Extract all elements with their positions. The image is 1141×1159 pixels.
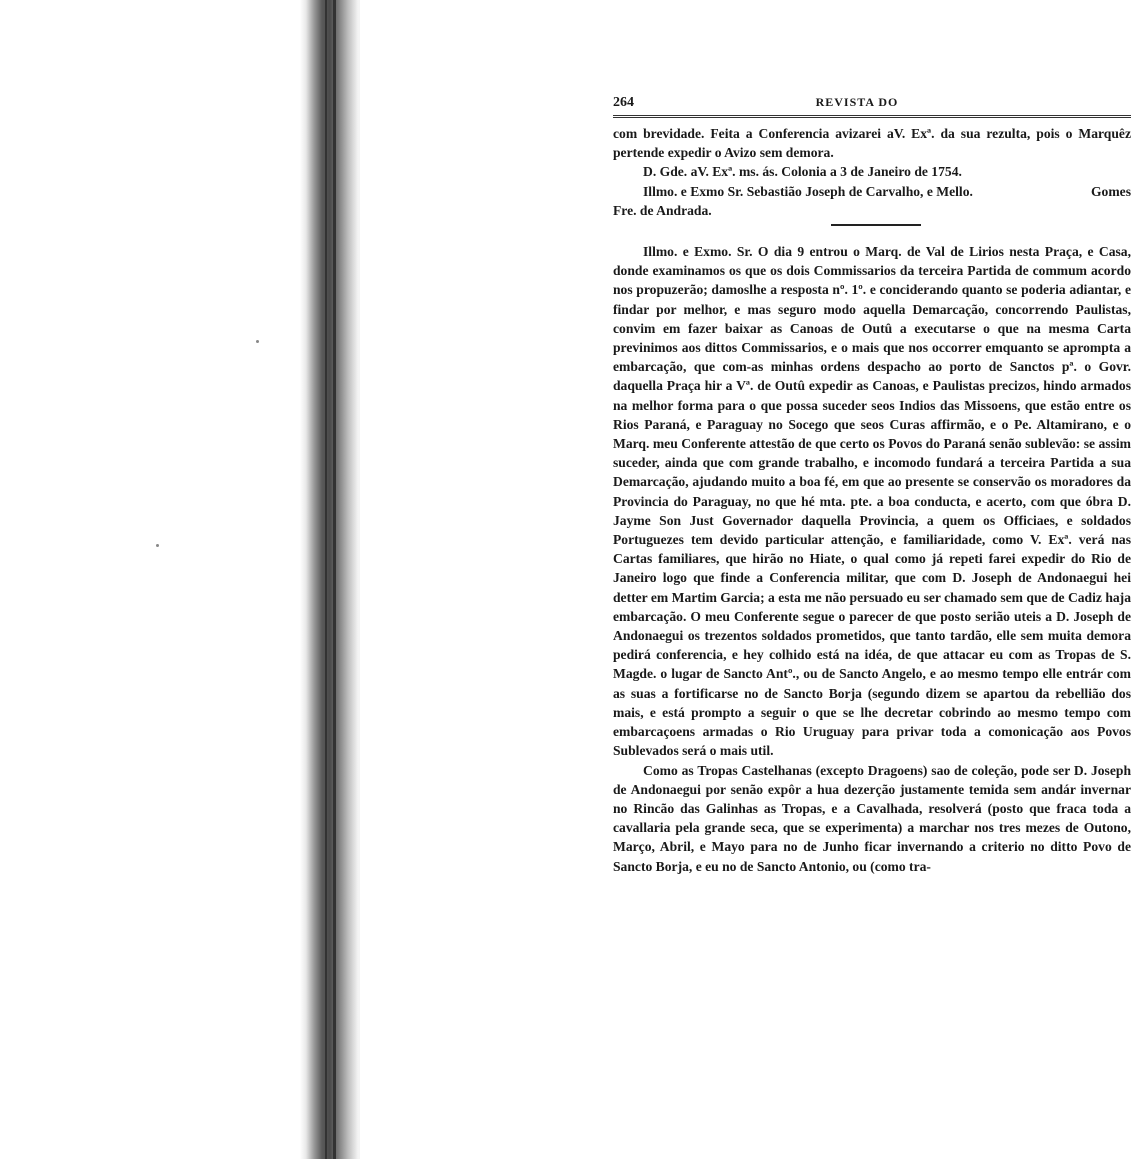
scan-speck (256, 340, 259, 343)
letter1-signature-cont: Fre. de Andrada. (613, 202, 712, 218)
letter1-signature: Gomes (1090, 183, 1131, 199)
section-divider (831, 224, 921, 226)
document-page (613, 92, 1131, 876)
letter1-addressee: Illmo. e Exmo Sr. Sebastião Joseph de Carvalho, e Mello. (643, 183, 973, 199)
letter1-paragraph: com brevidade. Feita a Conferencia avizarei aV. Exª. da sua rezulta, pois o Marquêz pertende expedir o Avizo sem demora. (613, 126, 1131, 161)
book-gutter-shadow (300, 0, 360, 1159)
letter1-addressee-line (613, 182, 1131, 201)
gutter-line (325, 0, 327, 1159)
letter2-paragraph-1: Illmo. e Exmo. Sr. O dia 9 entrou o Marq. de Val de Lirios nesta Praça, e Casa, donde examinamos os que os dois Commissarios da terceira Partida de commum acordo nos propuzerão; damoslhe a resposta nº. 1º. e conciderando quanto se poderia adiantar, e findar por melhor, e mas seguro modo aquella Demarcação, concorrendo Paulistas, convim em fazer baixar as Canoas de Outû a executarse o que na mesma Carta previnimos aos dittos Commissarios, e o mais que nos occorrer emquanto se apromptа a embarcação, que com-as minhas ordens despacho ao porto de Sanctos pª. o Govr. daquella Praça hir a Vª. de Outû expedir as Canoas, e Paulistas precizos, hindo armados na melhor forma para o que possa suceder seos Indios das Missoens, que estão entre os Rios Paraná, e Paraguay no Socego que seos Curas affirmão, e o Pe. Altamirano, e o Marq. meu Conferente attestão de que certo os Povos do Paraná senão sublevão: se assim suceder, ainda que com grande trabalho, e incomodo fundará a terceira Partida a sua Demarcação, ajudando muito a boa fé, em que ao presente se conservão os moradores da Provincia do Paraguay, no que hé mta. pte. a boa conducta, e acerto, com que óbra D. Jayme Son Just Governador daquella Provincia, a quem os Officiaes, e soldados Portuguezes tem devido particular attenção, e familiaridade, como V. Exª. verá nas Cartas familiares, que hirão no Hiate, o qual como já repeti farei expedir do Rio de Janeiro logo que finde a Conferencia militar, que com D. Joseph de Andonaegui hei detter em Martim Garcia; a esta me não persuado eu ser chamado sem que de Cadiz haja embarcação. O meu Conferente segue o parecer de que posto serião uteis a D. Joseph de Andonaegui os trezentos soldados prometidos, que tanto tardão, elle sem muita demora pedirá conferencia, e hey colhido está na idéa, de que attacar eu com as Tropas de S. Magde. o lugar de Sancto Antº., ou de Sancto Angelo, e ao mesmo tempo elle entrár com as suas a fortificarse no de Sancto Borja (segundo dizem se apartou da rebellião dos mais, e está prompto a seguir o que se lhe decretar cobrindo ao mesmo tempo com embarcaçoens armadas o Rio Uruguay para privar toda a comonicação aos Povos Sublevados será o mais util. (613, 244, 1132, 759)
page-number: 264 (613, 94, 634, 110)
page-header (613, 92, 1131, 118)
gutter-line (333, 0, 336, 1159)
letter1-closing: D. Gde. aV. Exª. ms. ás. Colonia a 3 de Janeiro de 1754. (643, 164, 962, 180)
scan-speck (156, 544, 159, 547)
running-title: REVISTA DO (815, 94, 899, 109)
letter2-paragraph-2: Como as Tropas Castelhanas (excepto Dragoens) sao de coleção, pode ser D. Joseph de Andonaegui por senão expôr a hua dezerção justamente temida sem andár invernar no Rincão das Galinhas as Tropas, e a Cavalhada, resolverá (posto que fraca toda a cavallaria pela grande seca, que se experimenta) a marchar nos tres mezes de Outono, Março, Abril, e Mayo para no de Junho ficar invernando a criterio no ditto Povo de Sancto Borja, e eu no de Sancto Antonio, ou (como tra- (613, 762, 1131, 874)
